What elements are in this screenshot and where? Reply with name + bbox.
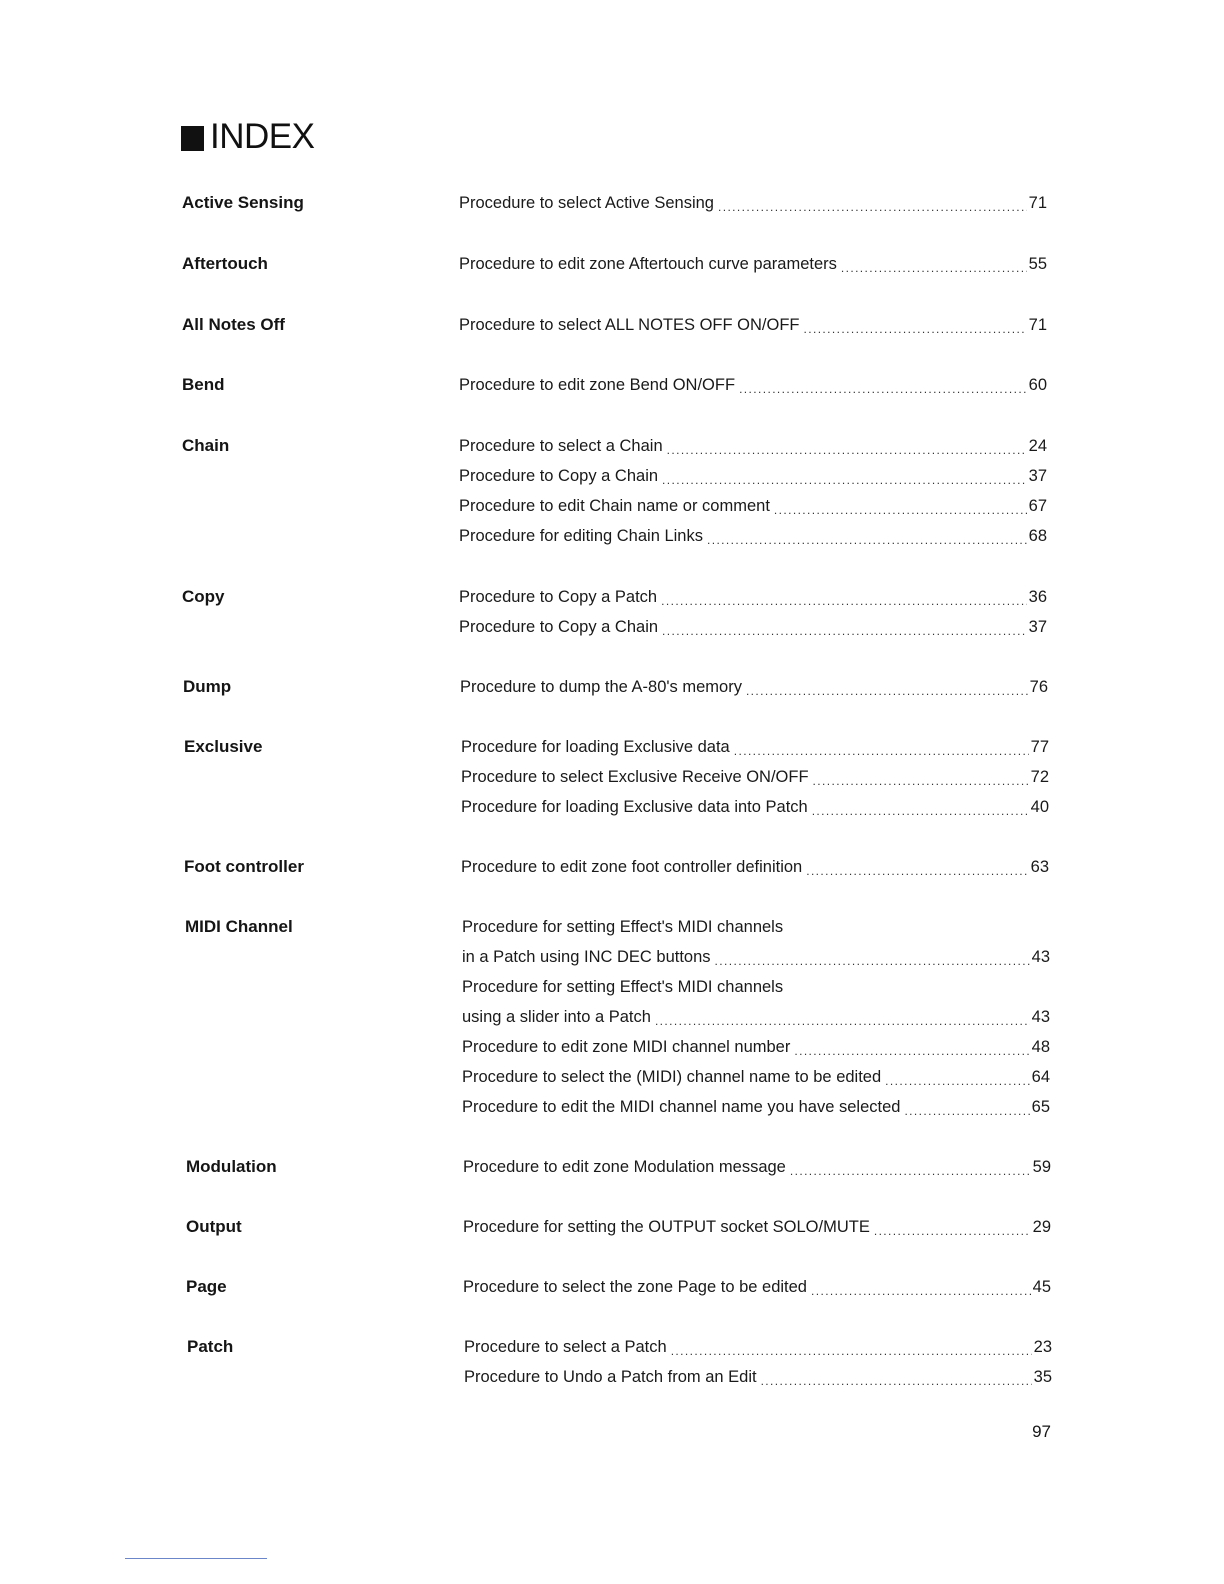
reference-page-number: 35 xyxy=(1033,1368,1052,1386)
dot-leader xyxy=(811,1272,1031,1302)
index-entry-references xyxy=(462,912,1050,1122)
index-reference-line xyxy=(459,310,1047,340)
index-reference-line xyxy=(462,1032,1050,1062)
dot-leader xyxy=(812,792,1029,822)
reference-page-number: 45 xyxy=(1032,1278,1051,1296)
reference-page-number: 37 xyxy=(1028,618,1047,636)
index-entry-references xyxy=(459,431,1047,551)
index-reference-line xyxy=(463,1272,1051,1302)
dot-leader xyxy=(874,1212,1031,1242)
index-reference-line xyxy=(459,612,1047,642)
reference-page-number: 24 xyxy=(1028,437,1047,455)
index-term: Modulation xyxy=(186,1157,277,1176)
index-reference-line xyxy=(461,852,1049,882)
index-entry-references xyxy=(459,249,1047,279)
index-reference-line xyxy=(459,521,1047,551)
reference-page-number: 64 xyxy=(1031,1068,1050,1086)
reference-text: Procedure to edit zone MIDI channel number xyxy=(462,1038,791,1056)
index-term: Copy xyxy=(182,587,225,606)
dot-leader xyxy=(715,942,1030,972)
index-reference-line xyxy=(462,1062,1050,1092)
index-term: Bend xyxy=(182,375,225,394)
index-reference-line xyxy=(459,370,1047,400)
reference-text: Procedure to select a Chain xyxy=(459,437,663,455)
index-entry-references xyxy=(459,188,1047,218)
index-term: Foot controller xyxy=(184,857,304,876)
index-entry-references xyxy=(461,852,1049,882)
index-reference-line xyxy=(460,672,1048,702)
reference-page-number: 77 xyxy=(1030,738,1049,756)
index-reference-line xyxy=(462,1002,1050,1032)
dot-leader xyxy=(806,852,1028,882)
dot-leader xyxy=(790,1152,1031,1182)
index-reference-line xyxy=(462,1092,1050,1122)
reference-text: Procedure to Copy a Chain xyxy=(459,467,659,485)
reference-text: Procedure for setting Effect's MIDI channels xyxy=(462,918,784,936)
dot-leader xyxy=(761,1362,1032,1392)
reference-text: in a Patch using INC DEC buttons xyxy=(462,948,711,966)
bottom-rule-divider xyxy=(125,1558,267,1559)
index-reference-line xyxy=(462,972,1050,1002)
reference-page-number: 29 xyxy=(1032,1218,1051,1236)
reference-text: Procedure to select the (MIDI) channel name to be edited xyxy=(462,1068,882,1086)
index-reference-line xyxy=(461,762,1049,792)
reference-text: Procedure to edit the MIDI channel name you have selected xyxy=(462,1098,901,1116)
dot-leader xyxy=(707,521,1027,551)
index-reference-line xyxy=(464,1332,1052,1362)
index-term: Output xyxy=(186,1217,242,1236)
index-term: Exclusive xyxy=(184,737,263,756)
index-term: Patch xyxy=(187,1337,234,1356)
index-reference-line xyxy=(461,792,1049,822)
dot-leader xyxy=(662,461,1027,491)
dot-leader xyxy=(671,1332,1032,1362)
reference-page-number: 59 xyxy=(1032,1158,1051,1176)
reference-page-number: 43 xyxy=(1031,1008,1050,1026)
dot-leader xyxy=(813,762,1029,792)
reference-text: Procedure to select Exclusive Receive ON/OFF xyxy=(461,768,809,786)
reference-text: Procedure to select ALL NOTES OFF ON/OFF xyxy=(459,316,800,334)
reference-text: Procedure to edit zone foot controller definition xyxy=(461,858,803,876)
reference-text: Procedure to select Active Sensing xyxy=(459,194,714,212)
page-number: 97 xyxy=(1032,1422,1051,1441)
dot-leader xyxy=(718,188,1027,218)
page-title xyxy=(181,114,314,160)
title-bullet-square-icon xyxy=(181,126,204,151)
reference-page-number: 68 xyxy=(1028,527,1047,545)
reference-text: Procedure to edit zone Bend ON/OFF xyxy=(459,376,736,394)
index-entry-references xyxy=(463,1272,1051,1302)
reference-text: Procedure for setting Effect's MIDI channels xyxy=(462,978,784,996)
dot-leader xyxy=(885,1062,1029,1092)
index-term: Chain xyxy=(182,436,230,455)
dot-leader xyxy=(739,370,1027,400)
index-entry-references xyxy=(463,1152,1051,1182)
reference-text: Procedure for loading Exclusive data into Patch xyxy=(461,798,808,816)
reference-page-number: 55 xyxy=(1028,255,1047,273)
dot-leader xyxy=(794,1032,1029,1062)
dot-leader xyxy=(667,431,1027,461)
index-reference-line xyxy=(461,732,1049,762)
reference-page-number: 65 xyxy=(1031,1098,1050,1116)
reference-page-number: 76 xyxy=(1029,678,1048,696)
dot-leader xyxy=(804,310,1027,340)
index-entry-references xyxy=(459,370,1047,400)
reference-text: Procedure for loading Exclusive data xyxy=(461,738,730,756)
index-reference-line xyxy=(459,491,1047,521)
reference-text: Procedure to Copy a Chain xyxy=(459,618,659,636)
reference-page-number: 71 xyxy=(1028,194,1047,212)
dot-leader xyxy=(734,732,1029,762)
reference-text: Procedure for setting the OUTPUT socket SOLO/MUTE xyxy=(463,1218,870,1236)
reference-text: Procedure to Undo a Patch from an Edit xyxy=(464,1368,757,1386)
index-entry-references xyxy=(461,732,1049,822)
dot-leader xyxy=(904,1092,1029,1122)
index-reference-line xyxy=(459,582,1047,612)
reference-page-number: 71 xyxy=(1028,316,1047,334)
page-title-text: INDEX xyxy=(210,117,315,156)
reference-text: Procedure to Copy a Patch xyxy=(459,588,658,606)
index-entry-references xyxy=(460,672,1048,702)
reference-page-number: 37 xyxy=(1028,467,1047,485)
index-reference-line xyxy=(463,1152,1051,1182)
index-reference-line xyxy=(462,912,1050,942)
reference-page-number: 40 xyxy=(1030,798,1049,816)
reference-page-number: 63 xyxy=(1030,858,1049,876)
dot-leader xyxy=(774,491,1027,521)
reference-text: using a slider into a Patch xyxy=(462,1008,651,1026)
index-reference-line xyxy=(459,461,1047,491)
index-term: Page xyxy=(186,1277,227,1296)
index-term: Active Sensing xyxy=(182,193,304,212)
index-reference-line xyxy=(459,431,1047,461)
index-term: Aftertouch xyxy=(182,254,268,273)
dot-leader xyxy=(841,249,1027,279)
reference-page-number: 43 xyxy=(1031,948,1050,966)
reference-page-number: 48 xyxy=(1031,1038,1050,1056)
reference-text: Procedure to select a Patch xyxy=(464,1338,667,1356)
reference-text: Procedure to dump the A-80's memory xyxy=(460,678,742,696)
reference-text: Procedure to edit Chain name or comment xyxy=(459,497,770,515)
index-entry-references xyxy=(463,1212,1051,1242)
index-reference-line xyxy=(463,1212,1051,1242)
index-term: MIDI Channel xyxy=(185,917,293,936)
reference-page-number: 23 xyxy=(1033,1338,1052,1356)
dot-leader xyxy=(661,582,1027,612)
reference-text: Procedure to select the zone Page to be edited xyxy=(463,1278,807,1296)
reference-page-number: 72 xyxy=(1030,768,1049,786)
dot-leader xyxy=(655,1002,1030,1032)
reference-page-number: 67 xyxy=(1028,497,1047,515)
index-reference-line xyxy=(459,188,1047,218)
index-entry-references xyxy=(459,582,1047,642)
reference-text: Procedure for editing Chain Links xyxy=(459,527,703,545)
index-reference-line xyxy=(464,1362,1052,1392)
dot-leader xyxy=(662,612,1027,642)
reference-page-number: 60 xyxy=(1028,376,1047,394)
index-term: All Notes Off xyxy=(182,315,285,334)
reference-text: Procedure to edit zone Modulation message xyxy=(463,1158,786,1176)
index-reference-line xyxy=(462,942,1050,972)
dot-leader xyxy=(746,672,1028,702)
index-reference-line xyxy=(459,249,1047,279)
index-entry-references xyxy=(459,310,1047,340)
index-term: Dump xyxy=(183,677,232,696)
reference-page-number: 36 xyxy=(1028,588,1047,606)
index-entry-references xyxy=(464,1332,1052,1392)
reference-text: Procedure to edit zone Aftertouch curve parameters xyxy=(459,255,837,273)
